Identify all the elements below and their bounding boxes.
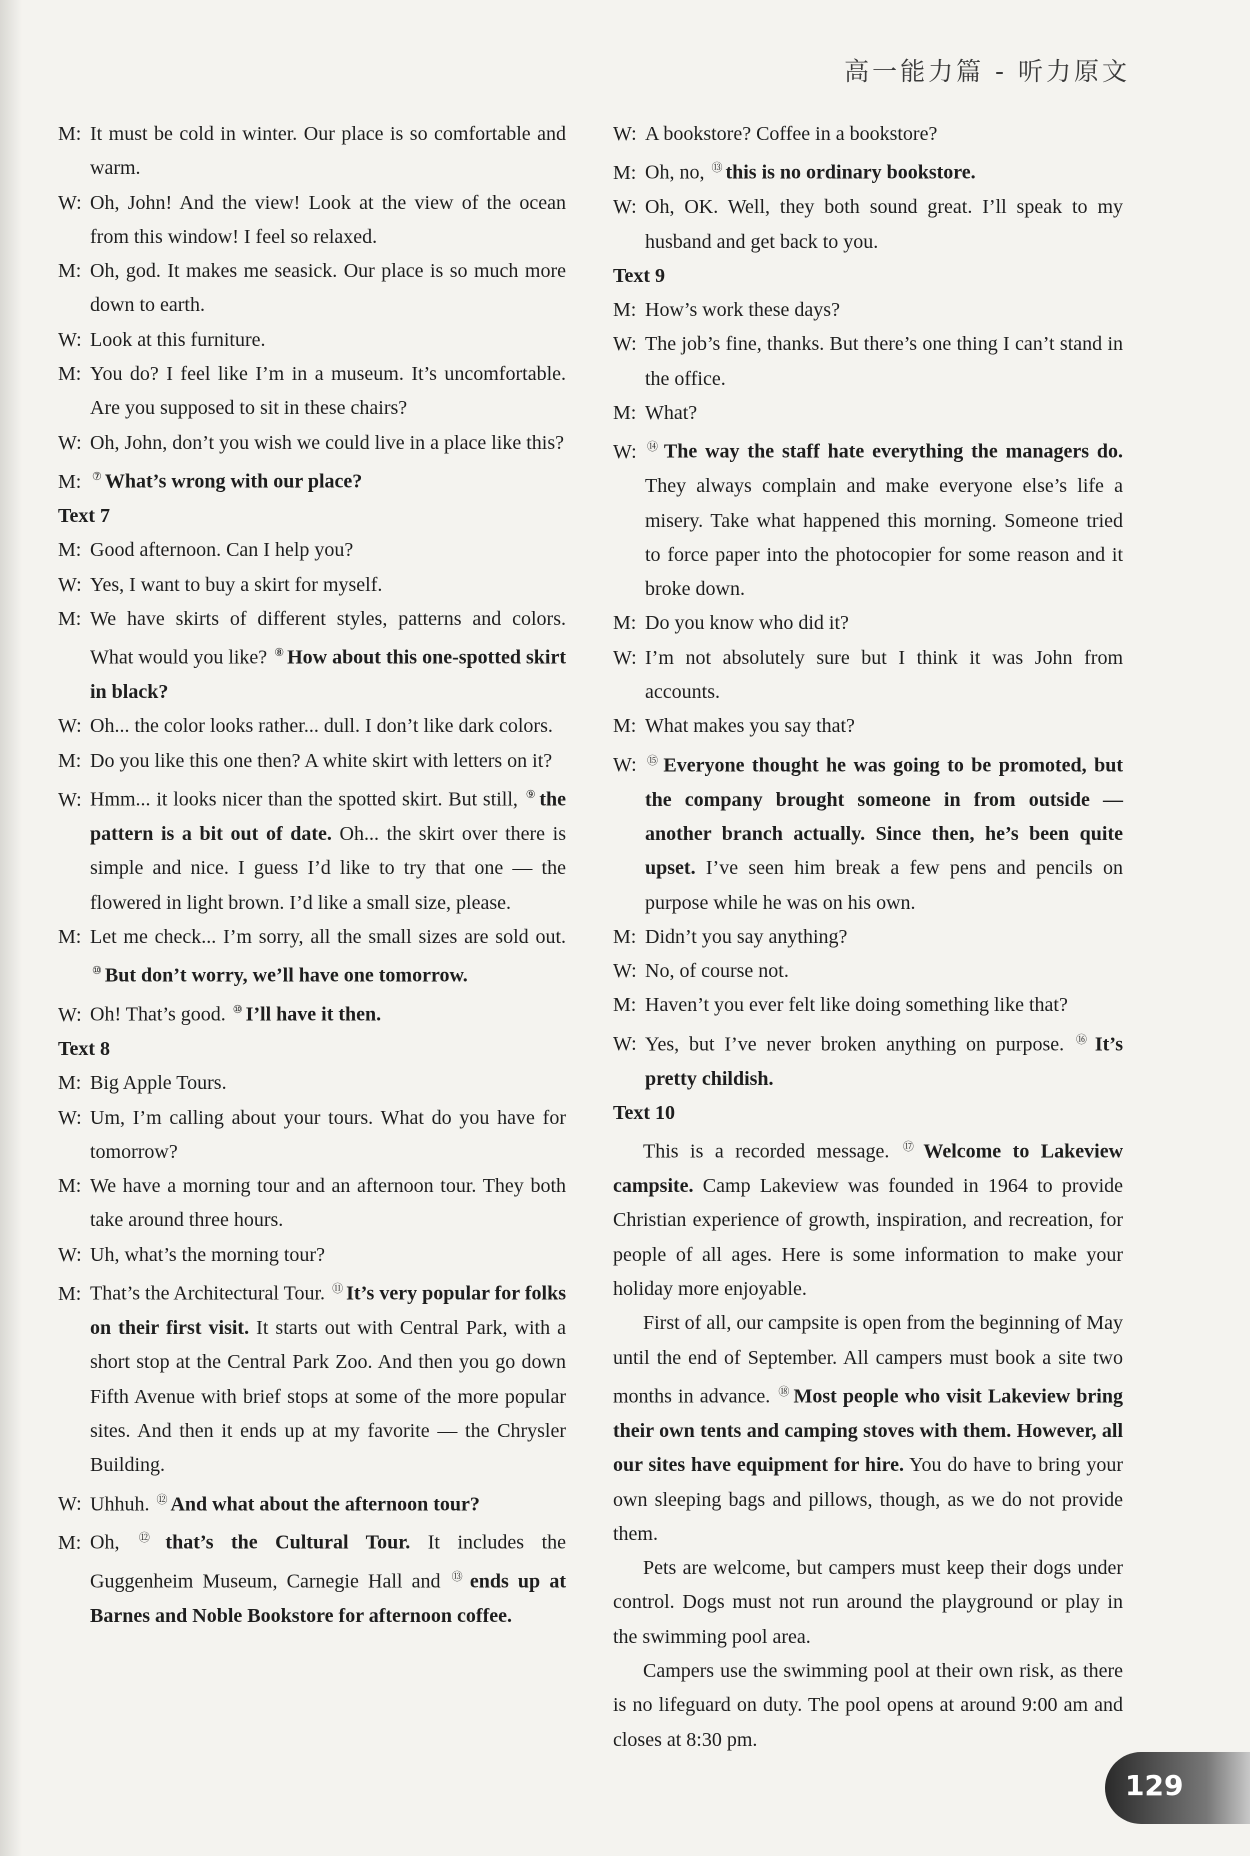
answer-key-text: the pattern is a bit out of date. (90, 788, 566, 845)
dialogue-line (613, 988, 1123, 1022)
dialogue-text (90, 1272, 566, 1482)
transcript-text: Look at this furniture. (90, 328, 266, 351)
speaker-label: M: (58, 1532, 82, 1555)
speaker-label: W: (613, 960, 637, 983)
dialogue-text (90, 1101, 566, 1170)
transcript-text: Um, I’m calling about your tours. What do you have for tomorrow? (90, 1106, 566, 1163)
monologue-paragraph (613, 1551, 1123, 1654)
speaker-label: M: (613, 994, 637, 1017)
dialogue-text (90, 568, 566, 602)
transcript-text: I’ve seen him break a few pens and pencils on purpose while he was on his own. (645, 857, 1123, 914)
dialogue-text (645, 954, 1123, 988)
dialogue-line (613, 744, 1123, 920)
dialogue-line (58, 1521, 566, 1633)
section-heading: Text 10 (613, 1101, 676, 1124)
question-marker: ⑮ (647, 754, 661, 767)
dialogue-text (90, 744, 566, 778)
transcript-text: What? (645, 402, 698, 425)
transcript-text: Do you like this one then? A white skirt with letters on it? (90, 749, 553, 772)
dialogue-line (613, 709, 1123, 743)
transcript-text: Haven’t you ever felt like doing something like that? (645, 994, 1068, 1017)
question-marker: ⑨ (525, 788, 537, 801)
answer-key-text: that’s the Cultural Tour. (165, 1532, 411, 1555)
question-marker: ⑪ (332, 1283, 344, 1296)
dialogue-text (90, 186, 566, 255)
question-marker: ⑩ (232, 1004, 243, 1017)
dialogue-text (645, 327, 1123, 396)
transcript-text: Uh, what’s the morning tour? (90, 1243, 325, 1266)
section-heading: Text 7 (58, 504, 111, 527)
dialogue-text (645, 920, 1123, 954)
monologue-paragraph (613, 1130, 1123, 1306)
page-binding-shadow (0, 0, 22, 1856)
question-marker: ⑫ (138, 1532, 163, 1545)
speaker-label: W: (58, 1493, 82, 1516)
dialogue-text (90, 323, 566, 357)
question-marker: ⑰ (902, 1141, 921, 1154)
transcript-text: You do? I feel like I’m in a museum. It’s uncomfortable. Are you supposed to sit in these chairs? (90, 363, 566, 420)
speaker-label: W: (58, 715, 82, 738)
dialogue-line (58, 602, 566, 710)
transcript-text: Oh, John, don’t you wish we could live in a place like this? (90, 431, 564, 454)
answer-key-text: How about this one-spotted skirt in black? (90, 646, 566, 704)
dialogue-text (90, 1521, 566, 1633)
question-marker: ⑱ (778, 1385, 791, 1398)
dialogue-line (58, 460, 566, 499)
transcript-text: Uhhuh. (90, 1493, 155, 1516)
transcript-text: It starts out with Central Park, with a short stop at the Central Park Zoo. And then you go down Fifth Avenue with brief stops at some of the more popular sites. And then it ends up at my favorite — the Chrysler Building. (90, 1317, 567, 1477)
dialogue-text (90, 993, 566, 1032)
answer-key-text: Welcome to Lakeview campsite. (613, 1140, 1124, 1198)
answer-key-text: Everyone thought he was going to be promoted, but the company brought someone in from outside — another branch actually. Since then, he’s been quite upset. (645, 754, 1123, 880)
speaker-label: W: (58, 1106, 82, 1129)
answer-key-text: What’s wrong with our place? (104, 470, 363, 493)
transcript-text: Yes, I want to buy a skirt for myself. (90, 573, 383, 596)
speaker-label: W: (58, 573, 82, 596)
dialogue-text (90, 920, 566, 993)
transcript-text: Camp Lakeview was founded in 1964 to provide Christian experience of growth, inspiration, and recreation, for people of all ages. Here is some information to make your holiday more enjoyable. (613, 1175, 1123, 1301)
transcript-text: No, of course not. (645, 960, 789, 983)
right-column (613, 117, 1123, 1757)
page-number-tab (1105, 1752, 1250, 1824)
speaker-label: M: (58, 1282, 82, 1305)
dialogue-line (613, 117, 1123, 151)
dialogue-text (645, 117, 1123, 151)
transcript-text: Oh, OK. Well, they both sound great. I’ll speak to my husband and get back to you. (645, 196, 1123, 253)
dialogue-line (58, 1238, 566, 1272)
answer-key-text: I’ll have it then. (245, 1003, 382, 1026)
transcript-text: Oh... the skirt over there is simple and nice. I guess I’d like to try that one — the flowered in light brown. I’d like a small size, please. (90, 822, 567, 914)
dialogue-text (90, 117, 566, 186)
dialogue-line (58, 778, 566, 920)
dialogue-text (90, 778, 566, 920)
speaker-label: W: (58, 191, 82, 214)
transcript-text: Pets are welcome, but campers must keep their dogs under control. Dogs must not run around the playground or play in the swimming pool area. (613, 1557, 1123, 1648)
dialogue-line (613, 396, 1123, 430)
transcript-text: We have skirts of different styles, patterns and colors. What would you like? (90, 607, 566, 669)
dialogue-text (645, 988, 1123, 1022)
transcript-text: Oh, (90, 1532, 137, 1555)
speaker-label: M: (58, 607, 82, 630)
speaker-label: M: (613, 161, 637, 184)
dialogue-text (645, 293, 1123, 327)
transcript-text: It must be cold in winter. Our place is so comfortable and warm. (90, 123, 566, 180)
transcript-text: A bookstore? Coffee in a bookstore? (645, 123, 938, 145)
dialogue-line (58, 357, 566, 426)
dialogue-line (58, 117, 566, 186)
left-column (58, 117, 566, 1634)
speaker-label: M: (58, 539, 82, 562)
dialogue-line (58, 533, 566, 567)
transcript-text: Oh, no, (645, 161, 710, 184)
question-marker: ⑭ (647, 441, 661, 454)
question-marker: ⑬ (711, 162, 723, 175)
speaker-label: M: (613, 925, 637, 948)
section-heading: Text 8 (58, 1038, 111, 1060)
speaker-label: W: (58, 1003, 82, 1026)
transcript-text: First of all, our campsite is open from the beginning of May until the end of September. All campers must book a site two months in advance. (613, 1312, 1123, 1408)
dialogue-line (58, 254, 566, 323)
transcript-text: Yes, but I’ve never broken anything on purpose. (645, 1033, 1074, 1056)
dialogue-line (58, 568, 566, 602)
speaker-label: M: (58, 470, 82, 493)
dialogue-line (613, 920, 1123, 954)
dialogue-line (58, 323, 566, 357)
speaker-label: W: (58, 431, 82, 454)
dialogue-line (58, 920, 566, 993)
answer-key-text: It’s very popular for folks on their first visit. (90, 1282, 567, 1340)
dialogue-line (58, 1066, 566, 1100)
dialogue-text (645, 396, 1123, 430)
dialogue-line (613, 641, 1123, 710)
transcript-text: Good afternoon. Can I help you? (90, 539, 354, 562)
dialogue-text (90, 709, 566, 743)
dialogue-text (645, 709, 1123, 743)
question-marker: ⑩ (92, 965, 102, 978)
dialogue-line (613, 606, 1123, 640)
answer-key-text: Most people who visit Lakeview bring their own tents and camping stoves with them. However, all our sites have equipment for hire. (613, 1385, 1123, 1477)
speaker-label: M: (58, 260, 82, 283)
question-marker: ⑫ (156, 1493, 168, 1506)
dialogue-line (613, 327, 1123, 396)
dialogue-text (90, 1238, 566, 1272)
speaker-label: W: (613, 754, 637, 777)
question-marker: ⑬ (451, 1571, 467, 1584)
dialogue-line (58, 426, 566, 460)
transcript-text: Let me check... I’m sorry, all the small sizes are sold out. (90, 925, 566, 948)
transcript-text: The job’s fine, thanks. But there’s one thing I can’t stand in the office. (645, 333, 1123, 390)
transcript-text: Oh, John! And the view! Look at the view of the ocean from this window! I feel so relaxed. (90, 191, 566, 248)
dialogue-text (645, 606, 1123, 640)
transcript-text: Big Apple Tours. (90, 1072, 227, 1095)
dialogue-text (90, 460, 566, 499)
monologue-paragraph (613, 1654, 1123, 1757)
speaker-label: M: (58, 123, 82, 145)
transcript-text: Campers use the swimming pool at their own risk, as there is no lifeguard on duty. The pool opens at around 9:00 am and closes at 8:30 pm. (613, 1660, 1123, 1751)
transcript-text: I’m not absolutely sure but I think it was John from accounts. (645, 646, 1123, 704)
dialogue-line (613, 430, 1123, 606)
transcript-text: How’s work these days? (645, 299, 840, 322)
dialogue-line (58, 1272, 566, 1482)
transcript-text: That’s the Architectural Tour. (90, 1282, 331, 1305)
transcript-text: What makes you say that? (645, 715, 855, 738)
transcript-text: You do have to bring your own sleeping bags and pillows, though, as we do not provide them. (613, 1454, 1124, 1545)
transcript-text: Didn’t you say anything? (645, 925, 848, 948)
dialogue-text (90, 1169, 566, 1238)
dialogue-line (58, 1101, 566, 1170)
speaker-label: W: (613, 123, 637, 145)
question-marker: ⑧ (274, 647, 285, 660)
speaker-label: M: (58, 1175, 82, 1198)
dialogue-line (58, 709, 566, 743)
transcript-text: Oh! That’s good. (90, 1003, 231, 1026)
dialogue-line (613, 1023, 1123, 1096)
speaker-label: M: (58, 749, 82, 772)
dialogue-line (613, 190, 1123, 259)
dialogue-line (58, 1169, 566, 1238)
transcript-text: Do you know who did it? (645, 612, 849, 635)
dialogue-text (90, 254, 566, 323)
answer-key-text: ends up at Barnes and Noble Bookstore for afternoon coffee. (90, 1571, 566, 1628)
speaker-label: W: (58, 1243, 82, 1266)
transcript-text: We have a morning tour and an afternoon tour. They both take around three hours. (90, 1175, 566, 1232)
transcript-text: They always complain and make everyone else’s life a misery. Take what happened this morning. Someone tried to force paper into the photocopier for some reason and it broke down. (645, 475, 1123, 601)
dialogue-line (613, 293, 1123, 327)
speaker-label: W: (613, 440, 637, 463)
speaker-label: M: (613, 612, 637, 635)
dialogue-text (90, 1483, 566, 1522)
transcript-text: Oh, god. It makes me seasick. Our place is so much more down to earth. (90, 260, 566, 317)
dialogue-text (645, 190, 1123, 259)
dialogue-text (90, 1066, 566, 1100)
page-header: 高一能力篇 - 听力原文 (844, 57, 1130, 86)
dialogue-line (613, 151, 1123, 190)
answer-key-text: this is no ordinary bookstore. (725, 161, 976, 184)
question-marker: ⑯ (1075, 1033, 1092, 1046)
monologue-paragraph (613, 1306, 1123, 1551)
dialogue-text (645, 151, 1123, 190)
dialogue-text (90, 602, 566, 710)
speaker-label: W: (613, 1033, 637, 1056)
dialogue-line (58, 1483, 566, 1522)
dialogue-text (90, 426, 566, 460)
question-marker: ⑦ (92, 470, 102, 483)
answer-key-text: But don’t worry, we’ll have one tomorrow. (104, 964, 468, 987)
speaker-label: W: (613, 646, 637, 669)
dialogue-line (58, 744, 566, 778)
dialogue-text (645, 641, 1123, 710)
speaker-label: M: (58, 925, 82, 948)
dialogue-line (58, 993, 566, 1032)
dialogue-line (613, 954, 1123, 988)
section-heading: Text 9 (613, 264, 666, 287)
dialogue-line (58, 186, 566, 255)
transcript-text: It includes the Guggenheim Museum, Carnegie Hall and (90, 1532, 566, 1594)
dialogue-text (90, 533, 566, 567)
speaker-label: M: (58, 363, 82, 386)
dialogue-text (645, 430, 1123, 606)
speaker-label: M: (58, 1072, 82, 1095)
speaker-label: M: (613, 715, 637, 738)
dialogue-text (645, 1023, 1123, 1096)
dialogue-text (645, 744, 1123, 920)
speaker-label: M: (613, 402, 637, 425)
answer-key-text: And what about the afternoon tour? (170, 1493, 480, 1516)
dialogue-text (90, 357, 566, 426)
page-number: 129 (1125, 1769, 1184, 1802)
transcript-text: Hmm... it looks nicer than the spotted skirt. But still, (90, 788, 524, 811)
speaker-label: M: (613, 299, 637, 322)
speaker-label: W: (613, 333, 637, 356)
transcript-text: This is a recorded message. (643, 1140, 901, 1163)
answer-key-text: It’s pretty childish. (645, 1033, 1123, 1090)
speaker-label: W: (58, 328, 82, 351)
speaker-label: W: (58, 788, 82, 811)
transcript-text: Oh... the color looks rather... dull. I don’t like dark colors. (90, 715, 553, 738)
speaker-label: W: (613, 196, 637, 219)
answer-key-text: The way the staff hate everything the managers do. (663, 440, 1123, 463)
